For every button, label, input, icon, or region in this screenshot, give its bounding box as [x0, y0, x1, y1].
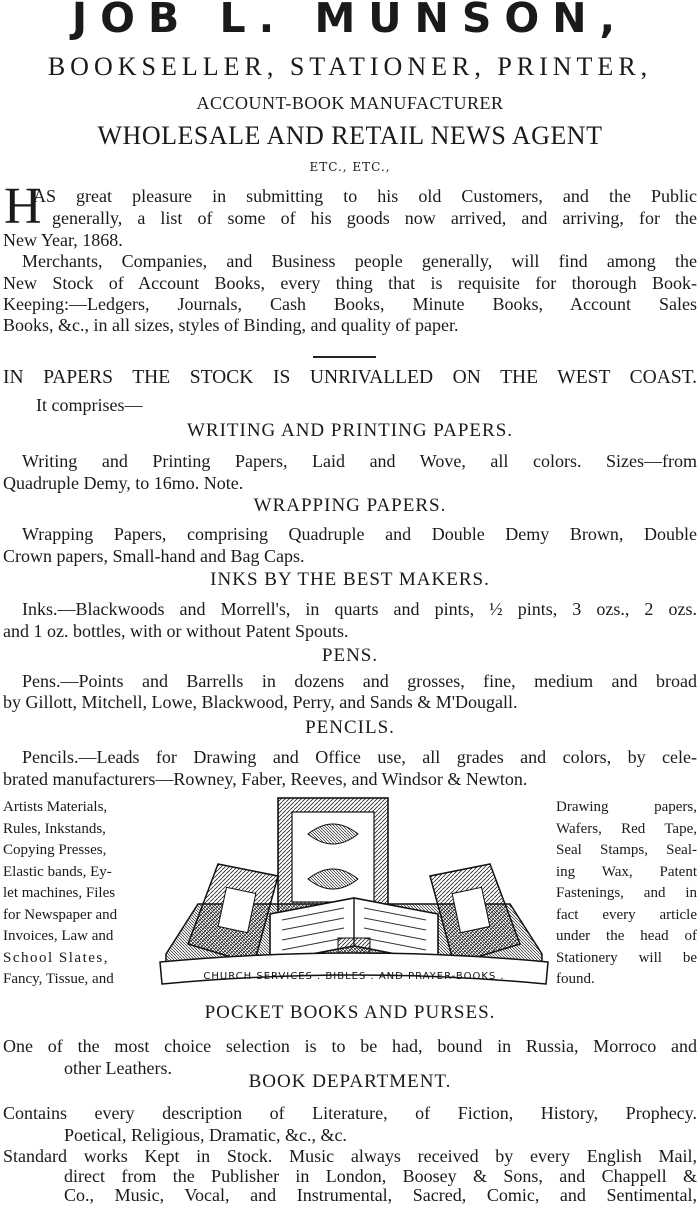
books-line-2: Poetical, Religious, Dramatic, &c., &c.	[64, 1125, 347, 1145]
writing-heading: WRITING AND PRINTING PAPERS.	[186, 420, 514, 441]
books-illustration	[158, 794, 550, 990]
drop-cap: H	[4, 178, 42, 235]
books-line-3: Standard works Kept in Stock. Music always received by every English Mail,	[3, 1146, 697, 1166]
inks-line-2: and 1 oz. bottles, with or without Patent Spouts.	[3, 621, 349, 641]
pocket-line-2: other Leathers.	[64, 1058, 172, 1078]
intro-line-2: generally, a list of some of his goods now arrived, and arriving, for the	[52, 208, 697, 228]
pens-heading: PENS.	[321, 645, 379, 666]
left-column-line: Copying Presses,	[3, 842, 107, 858]
account-book-line: ACCOUNT-BOOK MANUFACTURER	[196, 93, 504, 113]
merchants-line-3: Keeping:—Ledgers, Journals, Cash Books, Minute Books, Account Sales	[3, 294, 697, 314]
right-column-line: Wafers, Red Tape,	[556, 821, 697, 837]
intro-line-3: New Year, 1868.	[3, 230, 123, 250]
left-column-line: School Slates,	[3, 950, 109, 966]
etc-line: ETC., ETC.,	[309, 160, 391, 174]
writing-line-1: Writing and Printing Papers, Laid and Wove, all colors. Sizes—from	[22, 451, 697, 471]
writing-line-2: Quadruple Demy, to 16mo. Note.	[3, 473, 244, 493]
right-column-line: fact every article	[556, 907, 697, 923]
right-column-line: Stationery will be	[556, 950, 697, 966]
section-divider	[313, 356, 376, 358]
trades-line: BOOKSELLER, STATIONER, PRINTER,	[47, 52, 653, 81]
pencils-heading: PENCILS.	[305, 717, 395, 738]
books-line-5: Co., Music, Vocal, and Instrumental, Sacred, Comic, and Sentimental,	[64, 1185, 697, 1205]
papers-heading: IN PAPERS THE STOCK IS UNRIVALLED ON THE WEST COAST.	[3, 367, 697, 388]
merchants-line-1: Merchants, Companies, and Business people generally, will find among the	[22, 251, 697, 271]
left-column-line: Fancy, Tissue, and	[3, 971, 114, 987]
pens-line-2: by Gillott, Mitchell, Lowe, Blackwood, Perry, and Sands & M'Dougall.	[3, 692, 518, 712]
left-column-line: Rules, Inkstands,	[3, 821, 106, 837]
left-column-line: Artists Materials,	[3, 799, 108, 815]
books-heading: BOOK DEPARTMENT.	[248, 1071, 452, 1092]
books-line-1: Contains every description of Literature, of Fiction, History, Prophecy.	[3, 1103, 697, 1123]
banner-text: CHURCH SERVICES . BIBLES . AND PRAYER-BOOKS .	[203, 971, 505, 982]
wrapping-heading: WRAPPING PAPERS.	[253, 495, 447, 516]
news-agent-line: WHOLESALE AND RETAIL NEWS AGENT	[97, 121, 603, 150]
pocket-line-1: One of the most choice selection is to be had, bound in Russia, Morroco and	[3, 1036, 697, 1056]
left-column-line: for Newspaper and	[3, 907, 118, 923]
left-column-line: Elastic bands, Ey-	[3, 864, 112, 880]
books-line-4: direct from the Publisher in London, Boosey & Sons, and Chappell &	[64, 1166, 697, 1186]
pencils-line-1: Pencils.—Leads for Drawing and Office use, all grades and colors, by cele-	[22, 747, 697, 767]
inks-line-1: Inks.—Blackwoods and Morrell's, in quarts and pints, ½ pints, 3 ozs., 2 ozs.	[22, 599, 697, 619]
business-name: JOB L. MUNSON,	[71, 0, 629, 42]
left-column-line: Invoices, Law and	[3, 928, 114, 944]
pencils-line-2: brated manufacturers—Rowney, Faber, Reeves, and Windsor & Newton.	[3, 769, 528, 789]
right-column-line: Fastenings, and in	[556, 885, 697, 901]
inks-heading: INKS BY THE BEST MAKERS.	[210, 569, 490, 590]
wrapping-line-2: Crown papers, Small-hand and Bag Caps.	[3, 546, 305, 566]
right-column-line: Seal Stamps, Seal-	[556, 842, 697, 858]
right-column-line: found.	[556, 971, 595, 987]
right-column-line: ing Wax, Patent	[556, 864, 697, 880]
merchants-line-4: Books, &c., in all sizes, styles of Binding, and quality of paper.	[3, 315, 459, 335]
right-column-line: Drawing papers,	[556, 799, 697, 815]
wrapping-line-1: Wrapping Papers, comprising Quadruple and Double Demy Brown, Double	[22, 524, 697, 544]
left-column-line: let machines, Files	[3, 885, 116, 901]
merchants-line-2: New Stock of Account Books, every thing that is requisite for thorough Book-	[3, 273, 697, 293]
intro-line-1: AS great pleasure in submitting to his old Customers, and the Public	[33, 186, 697, 206]
comprises-line: It comprises—	[36, 395, 143, 415]
right-column-line: under the head of	[556, 928, 697, 944]
pens-line-1: Pens.—Points and Barrells in dozens and grosses, fine, medium and broad	[22, 671, 697, 691]
pocket-heading: POCKET BOOKS AND PURSES.	[204, 1002, 496, 1023]
